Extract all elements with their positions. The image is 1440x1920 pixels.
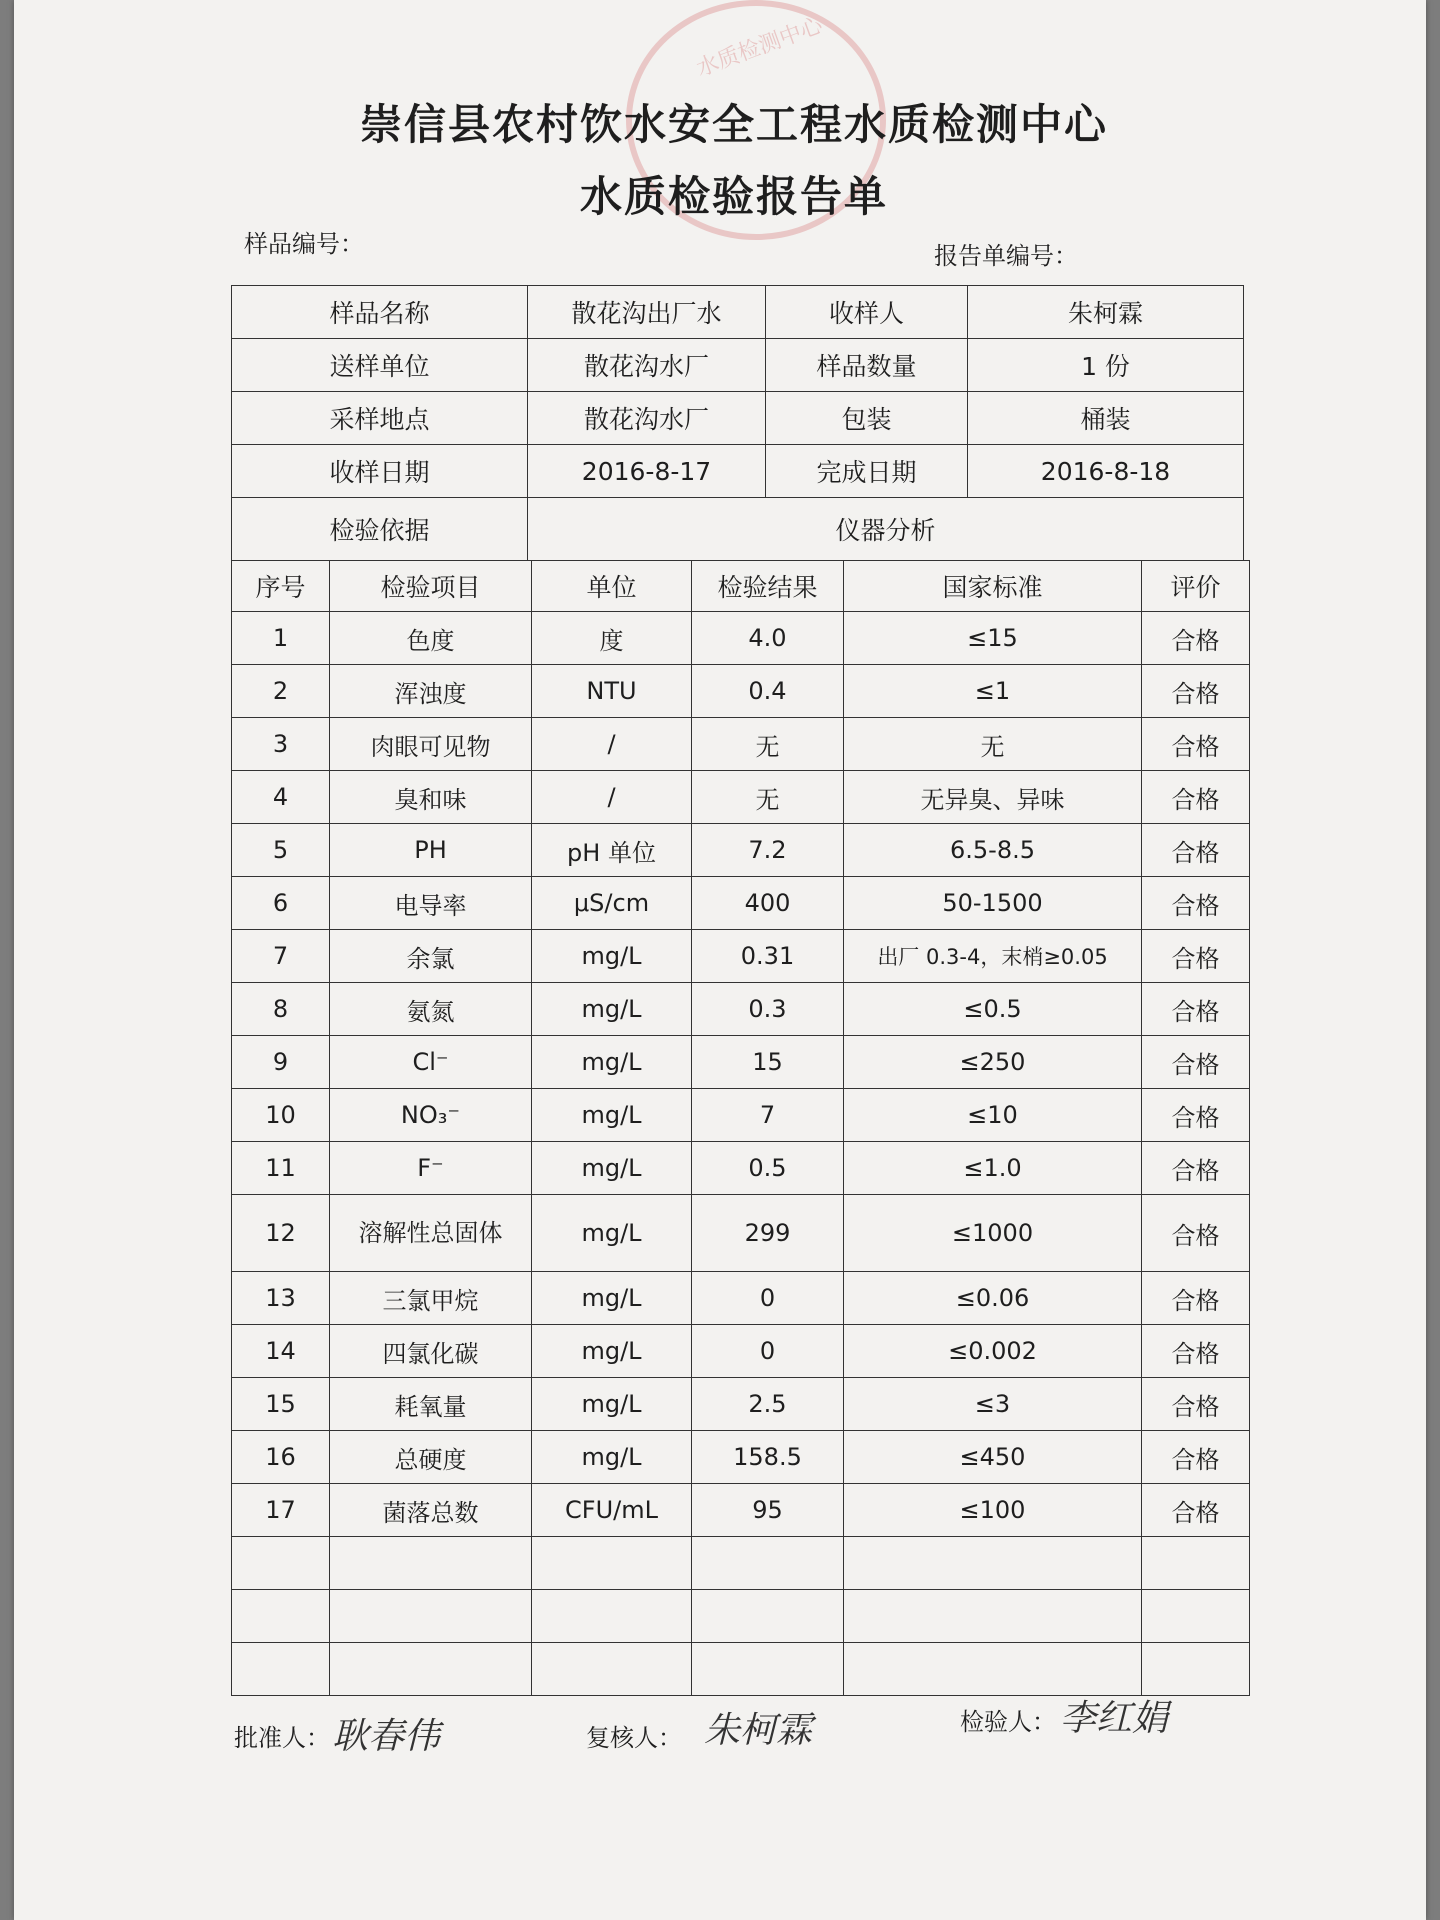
- blank-cell: [1142, 1537, 1250, 1590]
- cell-result: 无: [692, 771, 844, 824]
- cell-item: 三氯甲烷: [330, 1272, 532, 1325]
- cell-standard: ≤450: [844, 1431, 1142, 1484]
- cell-no: 16: [232, 1431, 330, 1484]
- cell-standard: ≤0.002: [844, 1325, 1142, 1378]
- quantity-label: 样品数量: [766, 339, 968, 392]
- cell-eval: 合格: [1142, 1089, 1250, 1142]
- col-eval: 评价: [1142, 561, 1250, 612]
- blank-cell: [692, 1590, 844, 1643]
- cell-item: 电导率: [330, 877, 532, 930]
- cell-no: 13: [232, 1272, 330, 1325]
- table-row: [232, 877, 1250, 930]
- cell-item: 余氯: [330, 930, 532, 983]
- sample-name-label: 样品名称: [232, 286, 528, 339]
- cell-eval: 合格: [1142, 1431, 1250, 1484]
- sender: 散花沟水厂: [528, 339, 766, 392]
- table-row: [232, 1195, 1250, 1272]
- cell-standard: ≤250: [844, 1036, 1142, 1089]
- blank-cell: [532, 1643, 692, 1696]
- cell-eval: 合格: [1142, 1378, 1250, 1431]
- blank-cell: [844, 1537, 1142, 1590]
- cell-eval: 合格: [1142, 718, 1250, 771]
- table-row: [232, 930, 1250, 983]
- col-unit: 单位: [532, 561, 692, 612]
- receiver: 朱柯霖: [968, 286, 1244, 339]
- cell-standard: 无异臭、异味: [844, 771, 1142, 824]
- cell-no: 5: [232, 824, 330, 877]
- blank-cell: [532, 1537, 692, 1590]
- site: 散花沟水厂: [528, 392, 766, 445]
- blank-cell: [330, 1590, 532, 1643]
- cell-item: 耗氧量: [330, 1378, 532, 1431]
- package-label: 包装: [766, 392, 968, 445]
- cell-item: 氨氮: [330, 983, 532, 1036]
- official-seal-text: 水质检测中心: [693, 13, 826, 82]
- blank-row: [232, 1537, 1250, 1590]
- cell-result: 95: [692, 1484, 844, 1537]
- cell-result: 无: [692, 718, 844, 771]
- table-row: [232, 771, 1250, 824]
- cell-unit: mg/L: [532, 1089, 692, 1142]
- sample-info-table: [231, 285, 1244, 561]
- receive-date: 2016-8-17: [528, 445, 766, 498]
- receive-date-label: 收样日期: [232, 445, 528, 498]
- cell-eval: 合格: [1142, 1195, 1250, 1272]
- cell-no: 12: [232, 1195, 330, 1272]
- cell-no: 4: [232, 771, 330, 824]
- table-row: [232, 983, 1250, 1036]
- cell-result: 15: [692, 1036, 844, 1089]
- cell-standard: ≤0.06: [844, 1272, 1142, 1325]
- table-row: [232, 824, 1250, 877]
- reviewer-label: 复核人：: [586, 1724, 682, 1752]
- receiver-label: 收样人: [766, 286, 968, 339]
- approver-label: 批准人：: [234, 1724, 330, 1752]
- blank-cell: [1142, 1643, 1250, 1696]
- cell-result: 400: [692, 877, 844, 930]
- cell-eval: 合格: [1142, 1272, 1250, 1325]
- finish-date-label: 完成日期: [766, 445, 968, 498]
- cell-standard: 50-1500: [844, 877, 1142, 930]
- cell-standard: ≤1000: [844, 1195, 1142, 1272]
- approver-signature: 耿春伟: [332, 1716, 441, 1757]
- cell-no: 7: [232, 930, 330, 983]
- table-row: [232, 1431, 1250, 1484]
- cell-standard: ≤1: [844, 665, 1142, 718]
- blank-cell: [232, 1643, 330, 1696]
- cell-item: F⁻: [330, 1142, 532, 1195]
- cell-unit: μS/cm: [532, 877, 692, 930]
- cell-item: PH: [330, 824, 532, 877]
- cell-item: 菌落总数: [330, 1484, 532, 1537]
- blank-cell: [844, 1643, 1142, 1696]
- cell-eval: 合格: [1142, 665, 1250, 718]
- cell-item: 臭和味: [330, 771, 532, 824]
- cell-unit: mg/L: [532, 1431, 692, 1484]
- cell-unit: mg/L: [532, 1195, 692, 1272]
- results-table: [231, 560, 1250, 1696]
- cell-standard: ≤3: [844, 1378, 1142, 1431]
- sample-name: 散花沟出厂水: [528, 286, 766, 339]
- cell-item: 色度: [330, 612, 532, 665]
- sender-label: 送样单位: [232, 339, 528, 392]
- cell-no: 11: [232, 1142, 330, 1195]
- cell-no: 3: [232, 718, 330, 771]
- cell-item: 浑浊度: [330, 665, 532, 718]
- report-sheet: [14, 0, 1426, 1920]
- blank-row: [232, 1643, 1250, 1696]
- cell-unit: NTU: [532, 665, 692, 718]
- cell-result: 0: [692, 1325, 844, 1378]
- blank-cell: [692, 1537, 844, 1590]
- blank-cell: [330, 1643, 532, 1696]
- cell-eval: 合格: [1142, 612, 1250, 665]
- cell-standard: ≤15: [844, 612, 1142, 665]
- cell-standard: ≤0.5: [844, 983, 1142, 1036]
- blank-cell: [1142, 1590, 1250, 1643]
- cell-no: 17: [232, 1484, 330, 1537]
- cell-eval: 合格: [1142, 930, 1250, 983]
- cell-eval: 合格: [1142, 1142, 1250, 1195]
- col-no: 序号: [232, 561, 330, 612]
- blank-cell: [330, 1537, 532, 1590]
- finish-date: 2016-8-18: [968, 445, 1244, 498]
- cell-eval: 合格: [1142, 1036, 1250, 1089]
- site-label: 采样地点: [232, 392, 528, 445]
- cell-unit: mg/L: [532, 930, 692, 983]
- report-no-label: 报告单编号：: [934, 242, 1078, 270]
- inspector-label: 检验人：: [960, 1708, 1056, 1736]
- table-row: [232, 1272, 1250, 1325]
- cell-result: 0: [692, 1272, 844, 1325]
- cell-unit: /: [532, 718, 692, 771]
- cell-eval: 合格: [1142, 983, 1250, 1036]
- cell-result: 7: [692, 1089, 844, 1142]
- cell-unit: /: [532, 771, 692, 824]
- sample-no-label: 样品编号：: [244, 230, 364, 258]
- report-title: 水质检验报告单: [579, 172, 888, 221]
- cell-result: 0.4: [692, 665, 844, 718]
- cell-result: 158.5: [692, 1431, 844, 1484]
- cell-no: 8: [232, 983, 330, 1036]
- cell-eval: 合格: [1142, 824, 1250, 877]
- cell-unit: CFU/mL: [532, 1484, 692, 1537]
- table-row: [232, 1036, 1250, 1089]
- cell-result: 0.5: [692, 1142, 844, 1195]
- cell-result: 299: [692, 1195, 844, 1272]
- table-row: [232, 1484, 1250, 1537]
- table-row: [232, 665, 1250, 718]
- table-row: [232, 1142, 1250, 1195]
- cell-standard: ≤1.0: [844, 1142, 1142, 1195]
- blank-cell: [232, 1537, 330, 1590]
- package: 桶装: [968, 392, 1244, 445]
- basis: 仪器分析: [528, 498, 1244, 561]
- cell-result: 0.31: [692, 930, 844, 983]
- cell-unit: mg/L: [532, 983, 692, 1036]
- blank-cell: [844, 1590, 1142, 1643]
- cell-no: 6: [232, 877, 330, 930]
- table-row: [232, 1378, 1250, 1431]
- cell-no: 14: [232, 1325, 330, 1378]
- cell-item: Cl⁻: [330, 1036, 532, 1089]
- cell-result: 7.2: [692, 824, 844, 877]
- cell-eval: 合格: [1142, 877, 1250, 930]
- col-standard: 国家标准: [844, 561, 1142, 612]
- cell-unit: mg/L: [532, 1036, 692, 1089]
- cell-item: 总硬度: [330, 1431, 532, 1484]
- cell-result: 4.0: [692, 612, 844, 665]
- blank-cell: [692, 1643, 844, 1696]
- blank-cell: [232, 1590, 330, 1643]
- cell-result: 0.3: [692, 983, 844, 1036]
- table-row: [232, 1089, 1250, 1142]
- cell-eval: 合格: [1142, 1325, 1250, 1378]
- cell-unit: mg/L: [532, 1325, 692, 1378]
- table-row: [232, 612, 1250, 665]
- cell-item: 肉眼可见物: [330, 718, 532, 771]
- inspector-signature: 李红娟: [1060, 1698, 1169, 1739]
- cell-result: 2.5: [692, 1378, 844, 1431]
- blank-cell: [532, 1590, 692, 1643]
- blank-row: [232, 1590, 1250, 1643]
- quantity: 1 份: [968, 339, 1244, 392]
- col-result: 检验结果: [692, 561, 844, 612]
- org-title: 崇信县农村饮水安全工程水质检测中心: [359, 100, 1108, 149]
- basis-label: 检验依据: [232, 498, 528, 561]
- cell-item: 四氯化碳: [330, 1325, 532, 1378]
- cell-no: 1: [232, 612, 330, 665]
- cell-standard: ≤10: [844, 1089, 1142, 1142]
- cell-no: 10: [232, 1089, 330, 1142]
- reviewer-signature: 朱柯霖: [704, 1710, 813, 1751]
- cell-item: 溶解性总固体: [330, 1195, 532, 1272]
- cell-no: 2: [232, 665, 330, 718]
- cell-standard: 6.5-8.5: [844, 824, 1142, 877]
- results-body: [232, 612, 1250, 1696]
- cell-unit: 度: [532, 612, 692, 665]
- cell-unit: pH 单位: [532, 824, 692, 877]
- cell-no: 9: [232, 1036, 330, 1089]
- cell-eval: 合格: [1142, 771, 1250, 824]
- col-item: 检验项目: [330, 561, 532, 612]
- cell-standard: ≤100: [844, 1484, 1142, 1537]
- cell-standard: 出厂 0.3-4，末梢≥0.05: [844, 930, 1142, 983]
- cell-eval: 合格: [1142, 1484, 1250, 1537]
- cell-unit: mg/L: [532, 1378, 692, 1431]
- table-row: [232, 718, 1250, 771]
- cell-no: 15: [232, 1378, 330, 1431]
- table-row: [232, 1325, 1250, 1378]
- cell-unit: mg/L: [532, 1272, 692, 1325]
- cell-item: NO₃⁻: [330, 1089, 532, 1142]
- cell-standard: 无: [844, 718, 1142, 771]
- cell-unit: mg/L: [532, 1142, 692, 1195]
